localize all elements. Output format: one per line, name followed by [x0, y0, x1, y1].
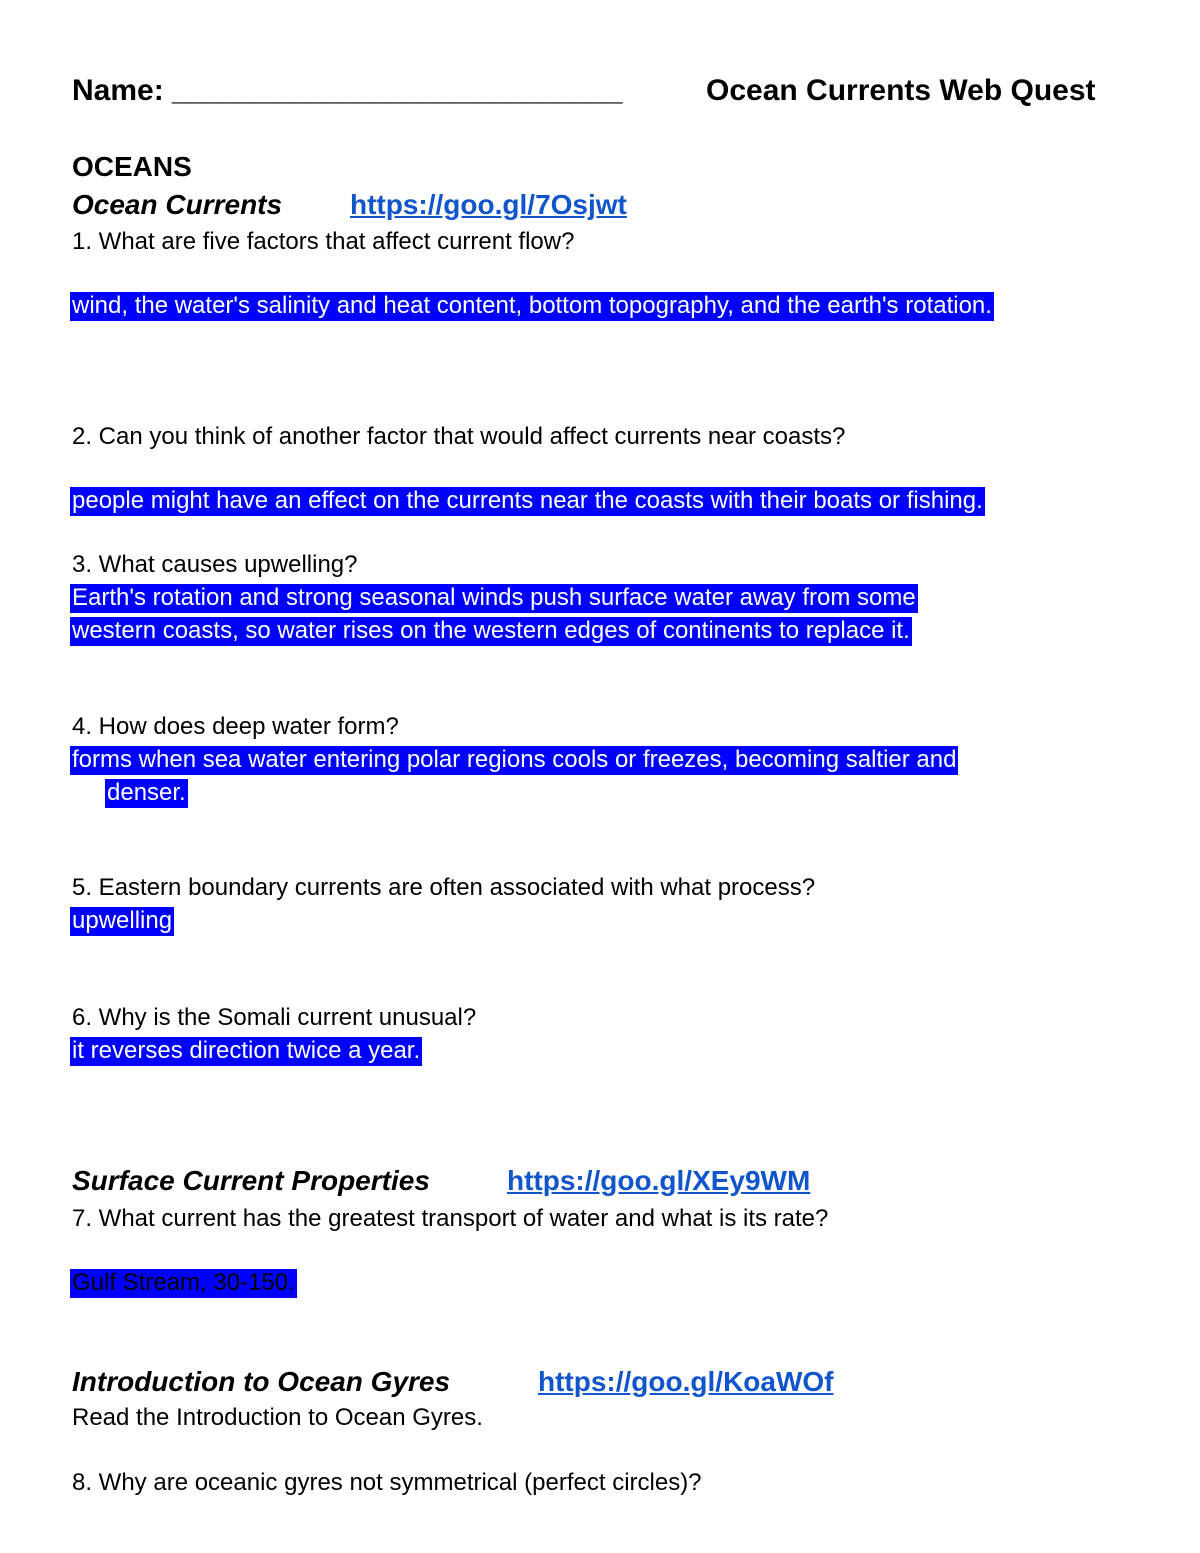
answer-3-line-1: Earth's rotation and strong seasonal winds push surface water away from some: [72, 584, 916, 611]
question-7: 7. What current has the greatest transport of water and what is its rate?: [72, 1205, 829, 1232]
link-surface-current-properties[interactable]: https://goo.gl/XEy9WM: [507, 1165, 811, 1196]
link-ocean-gyres[interactable]: https://goo.gl/KoaWOf: [538, 1366, 834, 1397]
worksheet-title: Ocean Currents Web Quest: [706, 74, 1096, 107]
part-title-ocean-currents: Ocean Currents: [72, 189, 283, 220]
part-title-ocean-gyres: Introduction to Ocean Gyres: [72, 1366, 451, 1397]
question-5: 5. Eastern boundary currents are often associated with what process?: [72, 874, 816, 901]
instruction-read-intro: Read the Introduction to Ocean Gyres.: [72, 1404, 483, 1431]
name-field-label: Name: ___________________________: [72, 74, 623, 107]
question-1: 1. What are five factors that affect current flow?: [72, 228, 575, 255]
answer-4-line-1: forms when sea water entering polar regions cools or freezes, becoming saltier and: [72, 746, 957, 773]
answer-1: wind, the water's salinity and heat content, bottom topography, and the earth's rotation.: [72, 292, 992, 319]
answer-4-line-2: denser.: [107, 779, 186, 806]
answer-6: it reverses direction twice a year.: [72, 1037, 421, 1064]
answer-3-line-2: western coasts, so water rises on the western edges of continents to replace it.: [72, 617, 910, 644]
answer-2: people might have an effect on the currents near the coasts with their boats or fishing.: [72, 487, 983, 514]
section-heading: OCEANS: [72, 151, 192, 182]
question-4: 4. How does deep water form?: [72, 713, 399, 740]
answer-7: Gulf Stream, 30-150.: [72, 1269, 295, 1296]
question-6: 6. Why is the Somali current unusual?: [72, 1004, 477, 1031]
answer-5: upwelling: [72, 907, 173, 934]
question-8: 8. Why are oceanic gyres not symmetrical (perfect circles)?: [72, 1469, 702, 1496]
question-3: 3. What causes upwelling?: [72, 551, 358, 578]
part-title-surface-current-properties: Surface Current Properties: [72, 1165, 430, 1196]
question-2: 2. Can you think of another factor that would affect currents near coasts?: [72, 423, 846, 450]
link-ocean-currents[interactable]: https://goo.gl/7Osjwt: [350, 189, 627, 220]
